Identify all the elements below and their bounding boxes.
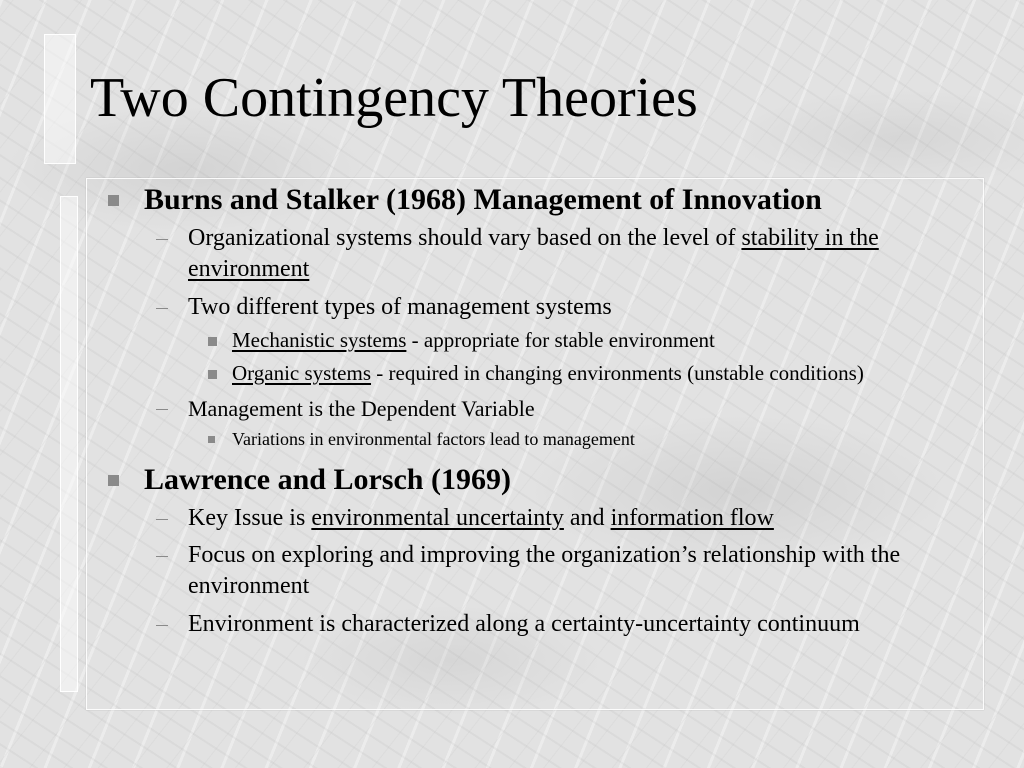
environmental-uncertainty-link[interactable]: environmental uncertainty — [311, 505, 564, 531]
item-variations — [104, 427, 964, 451]
dash-bullet-icon — [156, 308, 168, 309]
stability-link[interactable]: stability in the environment — [188, 225, 879, 282]
square-bullet-icon — [208, 370, 217, 379]
sub-bullet-two-types — [104, 292, 964, 323]
sub-bullet-text: and — [563, 505, 611, 531]
bullet-burns-stalker — [104, 183, 964, 217]
title-decor-bar — [44, 34, 76, 164]
organic-link[interactable]: Organic systems — [232, 361, 372, 385]
sub-bullet-text: Organizational systems should vary based on the level of — [188, 225, 742, 251]
slide-body — [104, 183, 964, 640]
sub-bullet-focus — [104, 540, 964, 602]
sub-bullet-key-issue — [104, 503, 964, 534]
item-text: - required in changing environments (unstable conditions) — [371, 361, 864, 385]
sub-bullet-text: Key Issue is — [188, 505, 312, 531]
square-bullet-icon — [208, 436, 215, 443]
information-flow-link[interactable]: information flow — [610, 505, 774, 531]
dash-bullet-icon — [156, 519, 168, 520]
item-mechanistic — [104, 327, 964, 354]
square-bullet-icon — [108, 475, 119, 486]
sub-bullet-text: Focus on exploring and improving the organization’s relationship with the environment — [188, 542, 901, 599]
bullet-lawrence-lorsch — [104, 463, 964, 497]
square-bullet-icon — [208, 337, 217, 346]
section-heading: Burns and Stalker (1968) Management of Innovation — [144, 183, 822, 216]
sub-bullet-organizational-systems — [104, 223, 964, 285]
dash-bullet-icon — [156, 625, 168, 626]
dash-bullet-icon — [156, 239, 168, 240]
item-text: Variations in environmental factors lead to management — [232, 429, 635, 449]
sub-bullet-text: Environment is characterized along a certainty-uncertainty continuum — [188, 611, 860, 637]
sub-bullet-text: Two different types of management systems — [188, 294, 612, 320]
slide-title: Two Contingency Theories — [90, 67, 698, 129]
square-bullet-icon — [108, 195, 119, 206]
mechanistic-link[interactable]: Mechanistic systems — [232, 328, 407, 352]
section-heading: Lawrence and Lorsch (1969) — [144, 463, 511, 496]
dash-bullet-icon — [156, 409, 168, 410]
sub-bullet-environment — [104, 609, 964, 640]
item-organic — [104, 360, 964, 387]
dash-bullet-icon — [156, 556, 168, 557]
sub-bullet-text: Management is the Dependent Variable — [188, 396, 535, 421]
body-decor-bar — [60, 196, 78, 692]
item-text: - appropriate for stable environment — [406, 328, 715, 352]
sub-bullet-dependent-variable — [104, 393, 964, 425]
